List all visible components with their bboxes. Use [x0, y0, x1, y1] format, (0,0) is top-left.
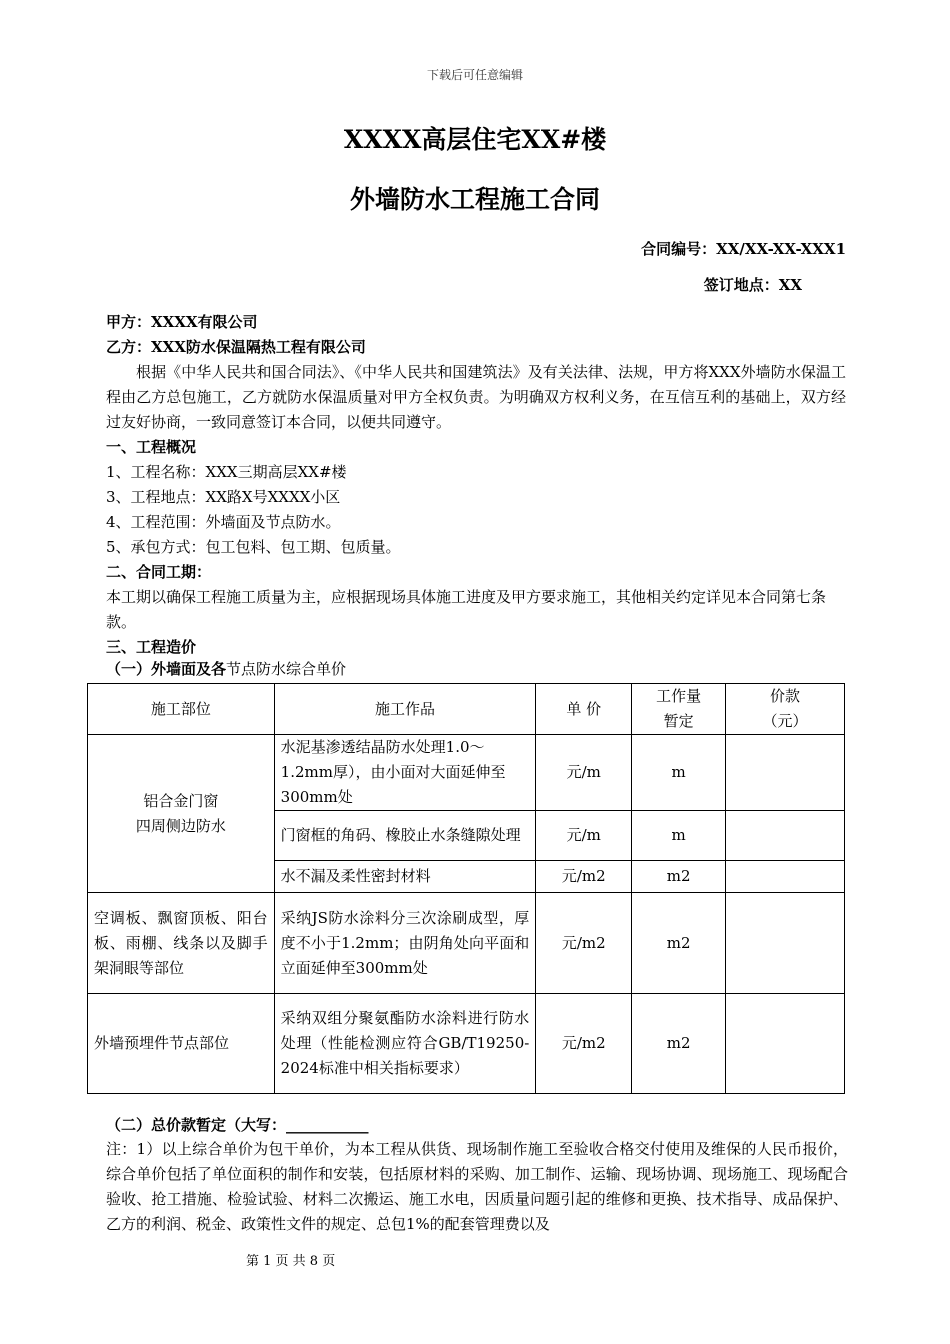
- row-unit: 元/m2: [536, 994, 632, 1094]
- header-amount-line2: （元）: [762, 712, 808, 730]
- table-row: [88, 735, 845, 811]
- row-work: 水泥基渗透结晶防水处理1.0～1.2mm厚），由小面对大面延伸至300mm处: [274, 735, 536, 811]
- table-header-row: [88, 684, 845, 735]
- row-work: 门窗框的角码、橡胶止水条缝隙处理: [274, 811, 536, 861]
- section-1-item: 1、工程名称：XXX三期高层XX#楼: [106, 463, 347, 481]
- group-1-location: [88, 735, 275, 893]
- section-1-item: 5、承包方式：包工包料、包工期、包质量。: [106, 538, 401, 556]
- party-b: 乙方：XXX防水保温隔热工程有限公司: [106, 338, 366, 356]
- section-2-title: 二、合同工期：: [106, 563, 212, 581]
- header-unit-price: 单 价: [536, 684, 632, 735]
- header-quantity-line1: 工作量: [656, 687, 702, 705]
- title-line-2: 外墙防水工程施工合同: [349, 185, 600, 214]
- row-amount: [726, 994, 845, 1094]
- row-amount: [726, 861, 845, 893]
- title-line-1: XXXX高层住宅XX#楼: [343, 125, 607, 154]
- row-location: 外墙预埋件节点部位: [88, 994, 275, 1094]
- row-qty: m2: [632, 893, 726, 994]
- header-quantity: [632, 684, 726, 735]
- header-note: 下载后可任意编辑: [426, 68, 523, 82]
- row-amount: [726, 893, 845, 994]
- header-work: 施工作品: [274, 684, 536, 735]
- subsection-1-rest: 节点防水综合单价: [226, 660, 347, 678]
- header-amount: [726, 684, 845, 735]
- table-row: [88, 893, 845, 994]
- header-amount-line1: 价款: [770, 687, 801, 705]
- section-1-title: 一、工程概况: [106, 438, 197, 456]
- contract-body: [106, 310, 846, 660]
- subsection-1-bold: （一）外墙面及各: [106, 660, 227, 678]
- group-1-location-line2: 四周侧边防水: [135, 816, 226, 835]
- row-location: 空调板、飘窗顶板、阳台板、雨棚、线条以及脚手架洞眼等部位: [88, 893, 275, 994]
- sign-place: 签订地点：XX: [703, 276, 802, 294]
- header-quantity-line2: 暂定: [663, 712, 694, 730]
- party-a: 甲方：XXXX有限公司: [106, 313, 258, 331]
- header-location: 施工部位: [88, 684, 275, 735]
- row-unit: 元/m: [536, 735, 632, 811]
- subsection-1-title: [106, 658, 346, 679]
- row-work: 水不漏及柔性密封材料: [274, 861, 536, 893]
- row-work: 采纳双组分聚氨酯防水涂料进行防水处理（性能检测应符合GB/T19250-2024标准中相关指标要求）: [274, 994, 536, 1094]
- section-2-text: 本工期以确保工程施工质量为主，应根据现场具体施工进度及甲方要求施工，其他相关约定详见本合同第七条款。: [106, 588, 827, 631]
- contract-number: 合同编号：XX/XX-XX-XXX1: [641, 240, 846, 258]
- subsection-2-title: （二）总价款暂定（大写：___________: [106, 1116, 369, 1134]
- row-unit: 元/m: [536, 811, 632, 861]
- row-qty: m2: [632, 994, 726, 1094]
- intro-paragraph: 根据《中华人民共和国合同法》、《中华人民共和国建筑法》及有关法律、法规，甲方将XXX外墙防水保温工程由乙方总包施工，乙方就防水保温质量对甲方全权负责。为明确双方权利义务，在互信互利的基础上，双方经过友好协商，一致同意签订本合同，以便共同遵守。: [106, 363, 846, 431]
- row-work: 采纳JS防水涂料分三次涂刷成型，厚度不小于1.2mm；由阴角处向平面和立面延伸至300mm处: [274, 893, 536, 994]
- row-amount: [726, 735, 845, 811]
- row-amount: [726, 811, 845, 861]
- section-1-item: 4、工程范围：外墙面及节点防水。: [106, 513, 341, 531]
- note-paragraph: 注：1）以上综合单价为包干单价，为本工程从供货、现场制作施工至验收合格交付使用及维保的人民币报价，综合单价包括了单位面积的制作和安装，包括原材料的采购、加工制作、运输、现场协调、现场施工、现场配合验收、抢工措施、检验试验、材料二次搬运、施工水电，因质量问题引起的维修和更换、技术指导、成品保护、乙方的利润、税金、政策性文件的规定、总包1%的配套管理费以及: [106, 1140, 848, 1233]
- table-row: [88, 994, 845, 1094]
- group-1-location-line1: 铝合金门窗: [143, 791, 219, 810]
- row-qty: m: [632, 735, 726, 811]
- row-qty: m: [632, 811, 726, 861]
- page-footer: 第 1 页 共 8 页: [246, 1254, 336, 1269]
- section-1-item: 3、工程地点：XX路X号XXXX小区: [106, 488, 341, 506]
- price-table: [87, 683, 845, 1094]
- row-unit: 元/m2: [536, 893, 632, 994]
- section-3-title: 三、工程造价: [106, 638, 197, 656]
- row-unit: 元/m2: [536, 861, 632, 893]
- row-qty: m2: [632, 861, 726, 893]
